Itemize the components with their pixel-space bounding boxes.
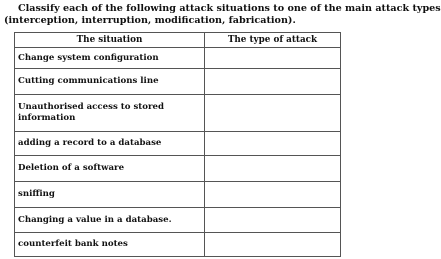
classification-table [14,32,341,257]
situation-cell: Deletion of a software [15,156,205,182]
attack-type-cell[interactable] [205,156,341,182]
instructions-line-1: Classify each of the following attack situations to one of the main attack types [18,3,441,14]
situation-cell: Changing a value in a database. [15,208,205,233]
situation-cell: Unauthorised access to stored information [15,95,205,132]
situation-cell: adding a record to a database [15,132,205,156]
table-row [15,156,341,182]
table-row [15,48,341,69]
table-row [15,208,341,233]
attack-type-cell[interactable] [205,233,341,257]
attack-type-cell[interactable] [205,132,341,156]
situation-cell: sniffing [15,182,205,208]
table-row [15,95,341,132]
table-row [15,182,341,208]
attack-type-cell[interactable] [205,182,341,208]
table-row [15,69,341,95]
situation-cell: counterfeit bank notes [15,233,205,257]
instructions [4,3,441,27]
attack-type-cell[interactable] [205,69,341,95]
table-row [15,132,341,156]
attack-type-cell[interactable] [205,95,341,132]
header-attack-type: The type of attack [205,33,341,48]
attack-type-cell[interactable] [205,48,341,69]
table-row [15,233,341,257]
header-row [15,33,341,48]
instructions-line-2: (interception, interruption, modification, fabrication). [4,15,296,26]
situation-cell: Cutting communications line [15,69,205,95]
situation-cell: Change system configuration [15,48,205,69]
attack-type-cell[interactable] [205,208,341,233]
header-situation: The situation [15,33,205,48]
